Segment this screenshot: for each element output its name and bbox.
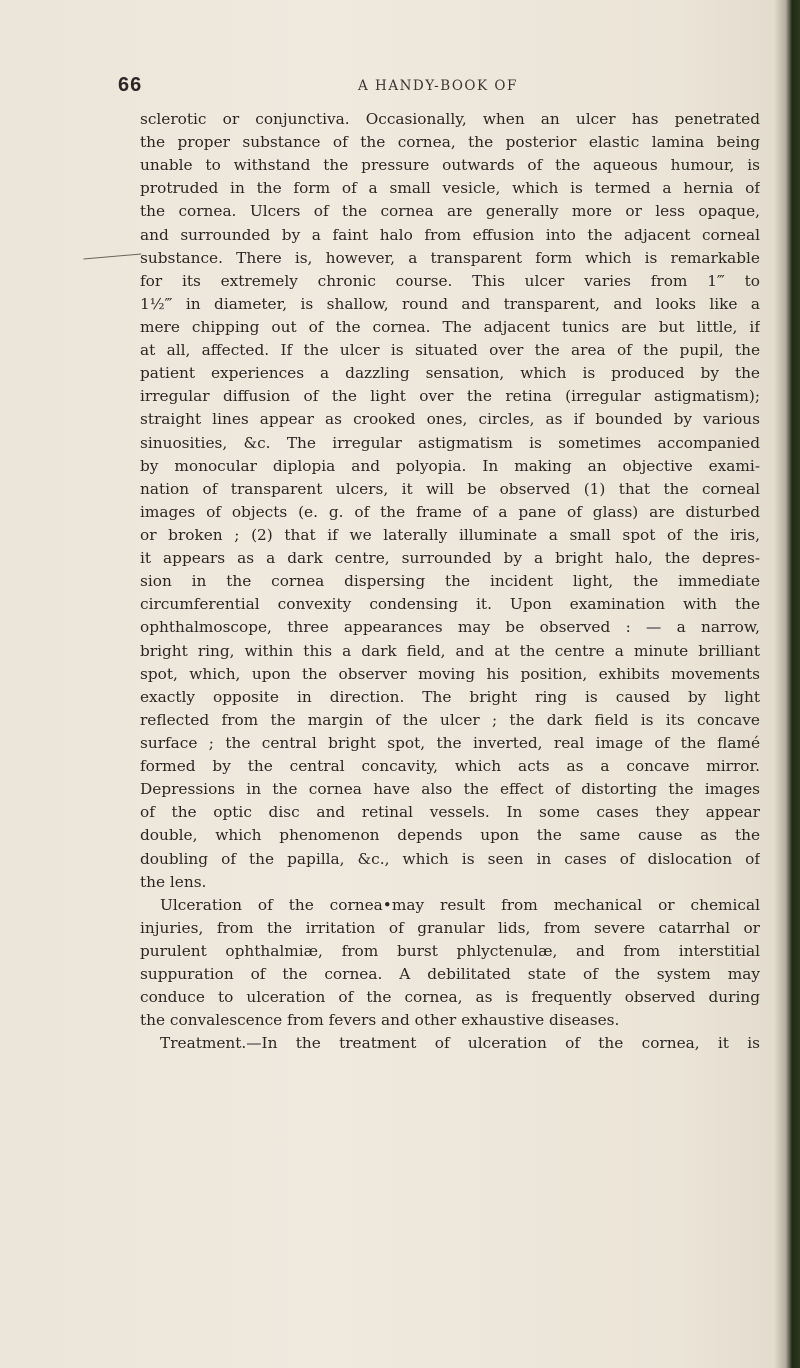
text-line: mere chipping out of the cornea. The adjacent tunics are but little, if (140, 317, 760, 336)
text-line: of the optic disc and retinal vessels. In some cases they appear (140, 803, 760, 822)
text-line: and surrounded by a faint halo from effusion into the adjacent corneal (140, 225, 760, 244)
text-line: doubling of the papilla, &c., which is seen in cases of dislocation of (140, 849, 760, 868)
text-line: conduce to ulceration of the cornea, as is frequently observed during (140, 988, 760, 1007)
pencil-margin-mark (83, 254, 142, 274)
text-line: the lens. (140, 872, 207, 891)
text-line: exactly opposite in direction. The bright ring is caused by light (140, 687, 760, 706)
text-line: patient experiences a dazzling sensation, which is produced by the (140, 364, 760, 383)
text-line: double, which phenomenon depends upon the same cause as the (140, 826, 760, 845)
text-line: ophthalmoscope, three appearances may be observed : — a narrow, (140, 618, 760, 637)
page-edge-shadow (774, 0, 800, 1368)
text-line: injuries, from the irritation of granular lids, from severe catarrhal or (140, 918, 760, 937)
text-line: images of objects (e. g. of the frame of a pane of glass) are disturbed (140, 502, 760, 521)
text-line: nation of transparent ulcers, it will be observed (1) that the corneal (140, 479, 760, 498)
body-text (140, 108, 760, 1055)
text-line: Ulceration of the cornea•may result from mechanical or chemical (160, 895, 760, 914)
text-line: surface ; the central bright spot, the inverted, real image of the flamé (140, 733, 760, 752)
text-line: suppuration of the cornea. A debilitated state of the system may (140, 965, 760, 984)
text-line: Treatment.—In the treatment of ulceration of the cornea, it is (160, 1034, 760, 1053)
text-line: Depressions in the cornea have also the effect of distorting the images (140, 780, 760, 799)
text-line: circumferential convexity condensing it. Upon examination with the (140, 595, 760, 614)
text-line: sinuosities, &c. The irregular astigmatism is sometimes accompanied (140, 433, 760, 452)
text-line: straight lines appear as crooked ones, circles, as if bounded by various (140, 410, 760, 429)
text-line: sion in the cornea dispersing the incident light, the immediate (140, 572, 760, 591)
text-line: purulent ophthalmiæ, from burst phlyctenulæ, and from interstitial (140, 941, 760, 960)
text-line: formed by the central concavity, which acts as a concave mirror. (140, 757, 760, 776)
text-line: for its extremely chronic course. This ulcer varies from 1‴ to (140, 271, 760, 290)
text-line: reflected from the margin of the ulcer ; the dark field is its concave (140, 710, 760, 729)
text-line: or broken ; (2) that if we laterally illuminate a small spot of the iris, (140, 525, 760, 544)
page-number: 66 (118, 74, 143, 96)
text-line: irregular diffusion of the light over the retina (irregular astigmatism); (140, 387, 760, 406)
page-header (0, 74, 780, 98)
text-line: the proper substance of the cornea, the posterior elastic lamina being (140, 133, 760, 152)
running-head: A HANDY-BOOK OF (358, 78, 518, 94)
text-line: spot, which, upon the observer moving his position, exhibits movements (140, 664, 760, 683)
text-line: 1½‴ in diameter, is shallow, round and transparent, and looks like a (140, 294, 760, 313)
text-line: the cornea. Ulcers of the cornea are generally more or less opaque, (140, 202, 760, 221)
text-line: unable to withstand the pressure outwards of the aqueous humour, is (140, 156, 760, 175)
text-line: bright ring, within this a dark field, and at the centre a minute brilliant (140, 641, 760, 660)
text-line: substance. There is, however, a transparent form which is remarkable (140, 248, 760, 267)
text-line: the convalescence from fevers and other exhaustive diseases. (140, 1011, 620, 1030)
text-line: at all, affected. If the ulcer is situated over the area of the pupil, the (140, 341, 760, 360)
text-line: sclerotic or conjunctiva. Occasionally, when an ulcer has penetrated (140, 110, 760, 128)
text-line: by monocular diplopia and polyopia. In making an objective exami- (140, 456, 760, 475)
text-line: protruded in the form of a small vesicle, which is termed a hernia of (140, 179, 760, 198)
text-line: it appears as a dark centre, surrounded by a bright halo, the depres- (140, 549, 760, 568)
